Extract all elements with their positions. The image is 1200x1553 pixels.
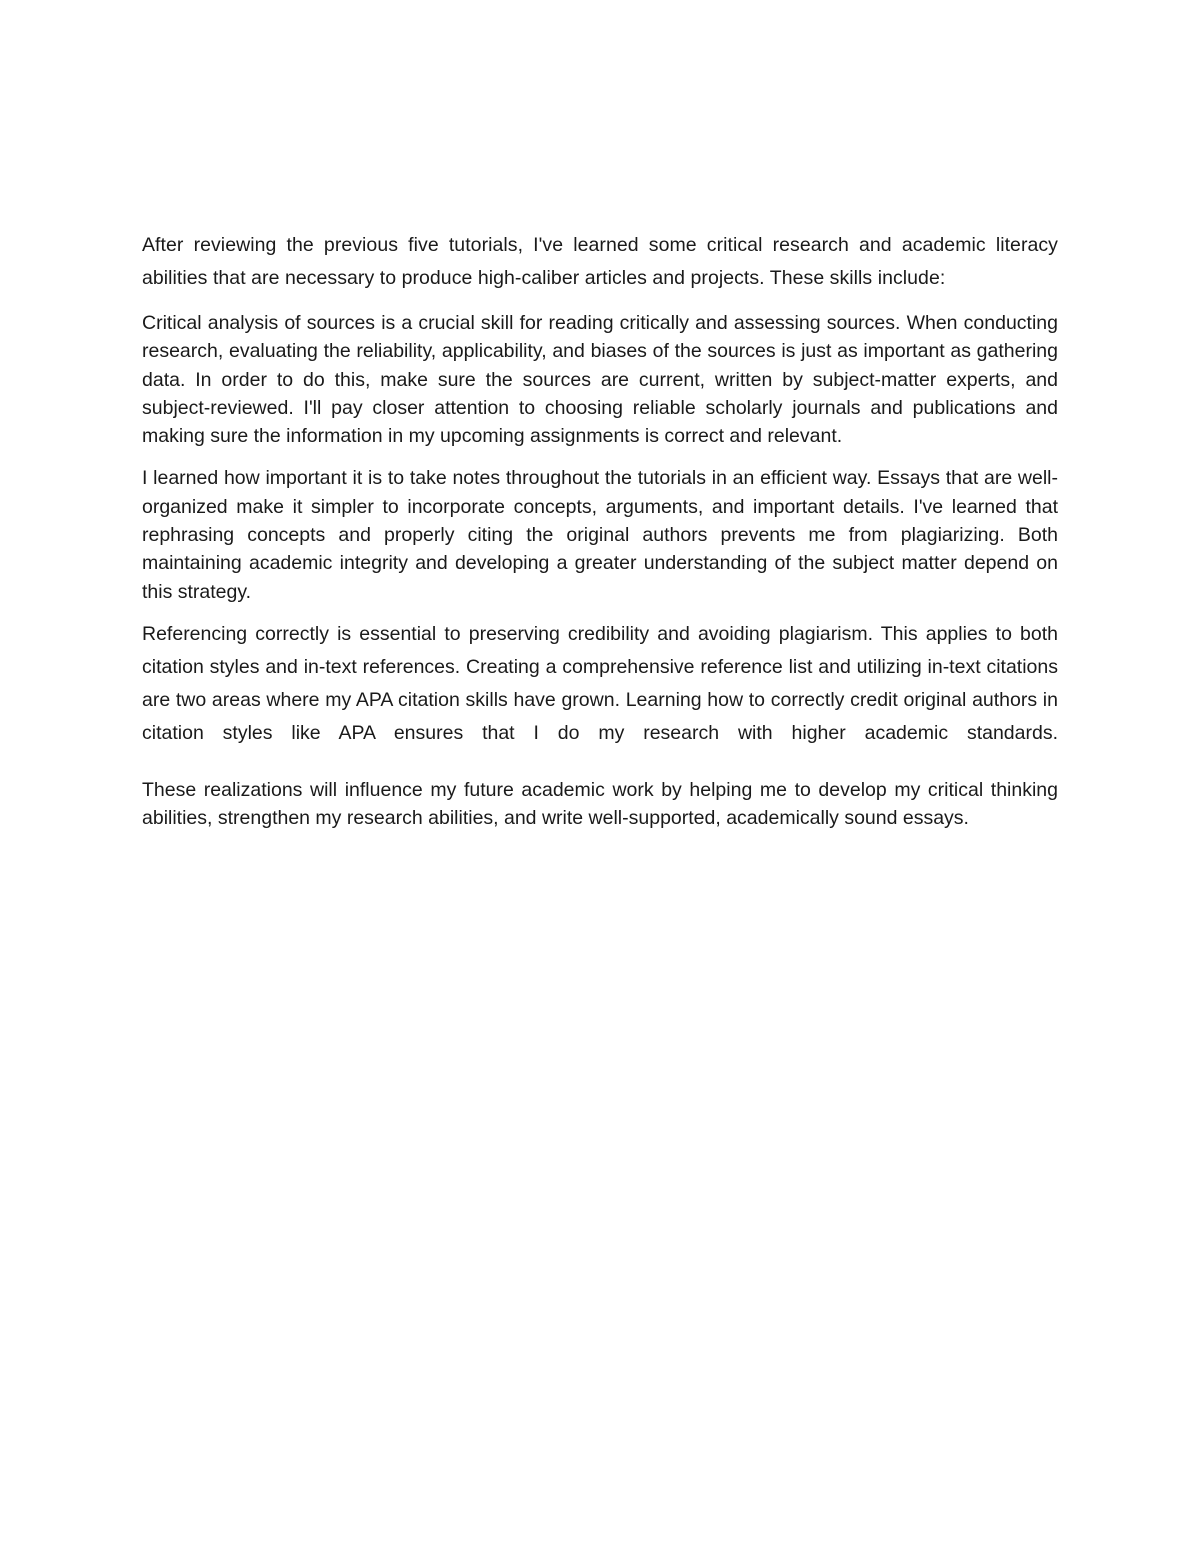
document-body	[142, 229, 1058, 833]
paragraph-critical-analysis: Critical analysis of sources is a crucial skill for reading critically and assessing sources. When conducting research, evaluating the reliability, applicability, and biases of the sources is just as important as gathering data. In order to do this, make sure the sources are current, written by subject-matter experts, and subject-reviewed. I'll pay closer attention to choosing reliable scholarly journals and publications and making sure the information in my upcoming assignments is correct and relevant.	[142, 312, 1058, 448]
paragraph-intro: After reviewing the previous five tutorials, I've learned some critical research and academic literacy abilities that are necessary to produce high-caliber articles and projects. These skills include:	[142, 234, 1058, 289]
paragraph-conclusion: These realizations will influence my future academic work by helping me to develop my critical thinking abilities, strengthen my research abilities, and write well-supported, academically sound essays.	[142, 778, 1058, 830]
paragraph-note-taking: I learned how important it is to take notes throughout the tutorials in an efficient way. Essays that are well-organized make it simpler to incorporate concepts, arguments, and important details. I've learned that rephrasing concepts and properly citing the original authors prevents me from plagiarizing. Both maintaining academic integrity and developing a greater understanding of the subject matter depend on this strategy.	[142, 467, 1058, 603]
paragraph-referencing: Referencing correctly is essential to preserving credibility and avoiding plagiarism. This applies to both citation styles and in-text references. Creating a comprehensive reference list and utilizing in-text citations are two areas where my APA citation skills have grown. Learning how to correctly credit original authors in citation styles like APA ensures that I do my research with higher academic standards.	[142, 622, 1058, 744]
